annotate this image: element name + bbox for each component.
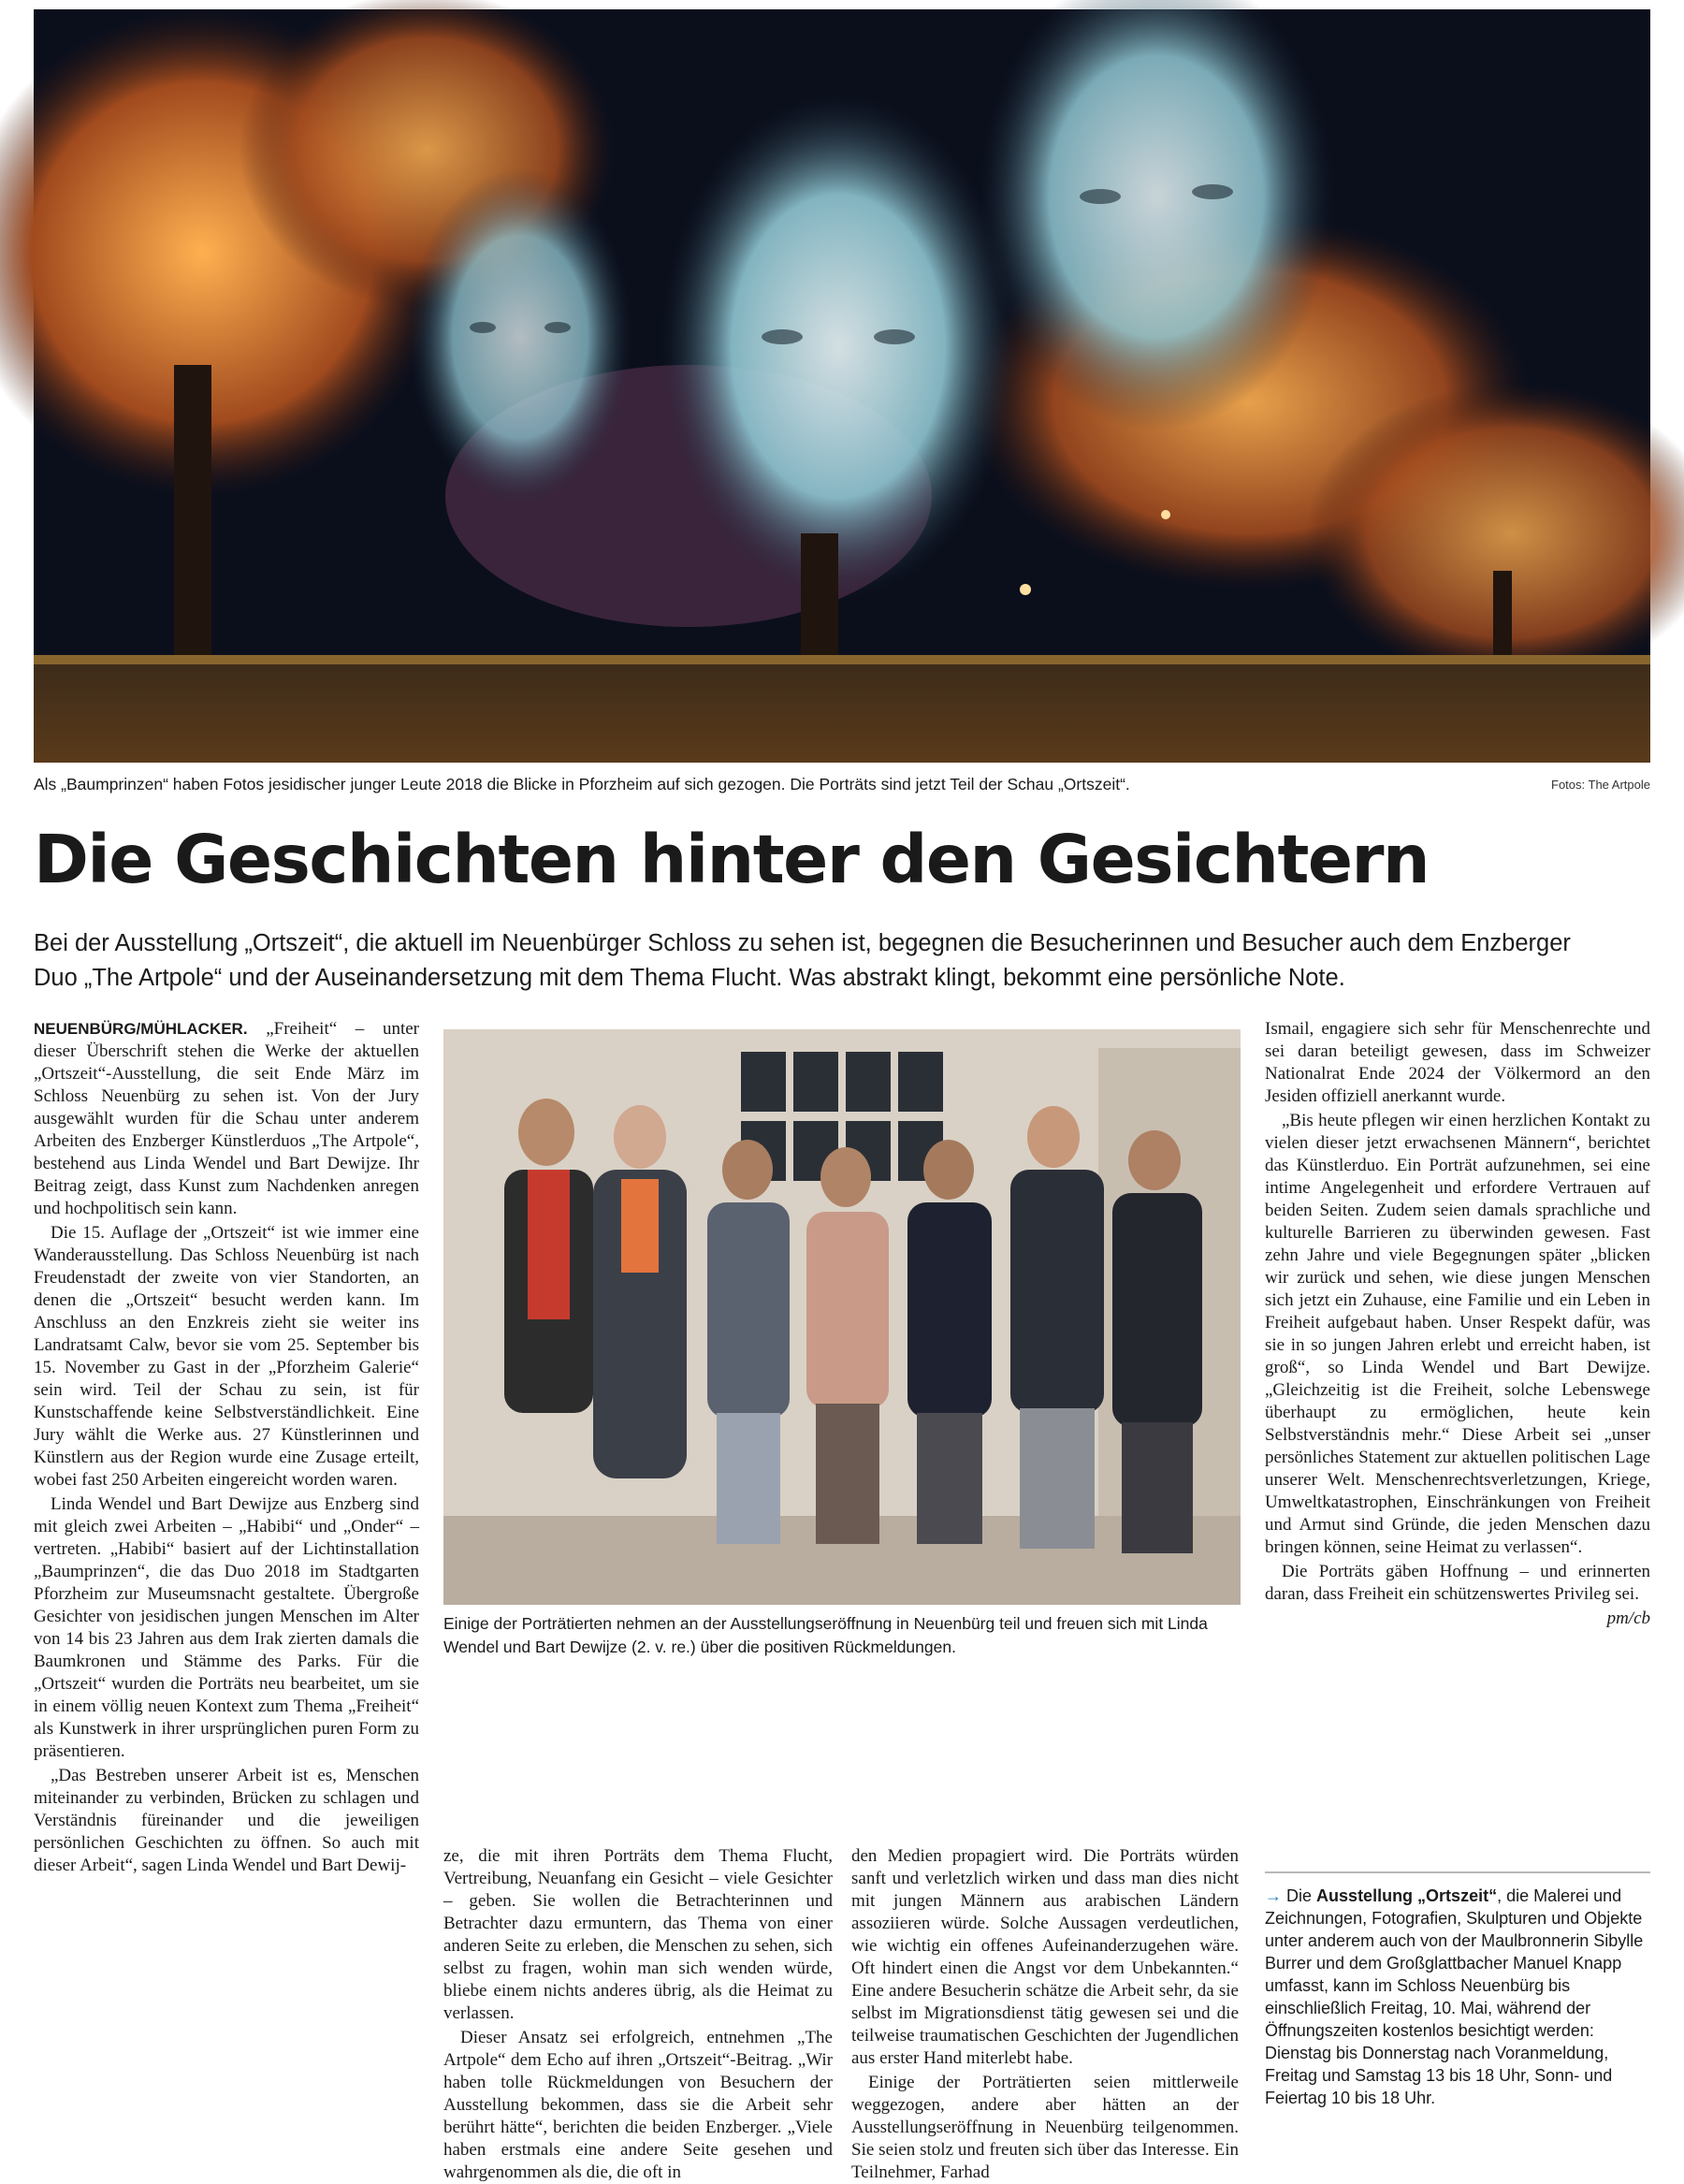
article-paragraph: Linda Wendel und Bart Dewijze aus Enzberg sind mit gleich zwei Arbeiten – „Habibi“ und „Onder“ – vertreten. „Habibi“ basiert auf der Lichtinstallation „Baumprinzen“, die das Duo 2018 im Stadtgarten Pforzheim zur Museumsnacht gestaltete. Übergroße Gesichter von jesidischen jungen Menschen im Alter von 14 bis 23 Jahren aus dem Irak zierten damals die Baumkronen und Stämme des Parks. Für die „Ortszeit“ wurden die Porträts neu bearbeitet, um sie in einem völlig neuen Kontext zum Thema „Freiheit“ als Kunstwerk in ihrer ursprünglichen puren Form zu präsentieren. [34,1494,419,1761]
info-intro: Die [1286,1886,1313,1905]
article-column-2 [443,1845,833,2182]
hero-caption-row [34,775,1650,803]
article-paragraph: „Bis heute pflegen wir einen herzlichen Kontakt zu vielen dieser jetzt erwachsenen Männern“, berichtet das Künstlerduo. Ein Porträt aufzunehmen, sei eine intime Angelegenheit und erfordere Vertrauen auf beiden Seiten. Zudem seien damals sprachliche und kulturelle Barrieren zu überwinden gewesen. Fast zehn Jahre und viele Begegnungen später „blicken wir zurück und sehen, wie diese jungen Menschen sich jetzt ein Zuhause, eine Familie und ein Leben in Freiheit aufgebaut haben. Unser Respekt dafür, was sie in so jungen Jahren erlebt und erreicht haben, ist groß“, so Linda Wendel und Bart Dewijze. „Gleichzeitig ist die Freiheit, solche Lebenswege überhaupt zu ermöglichen, heute kein Selbstverständnis mehr.“ Diese Arbeit sei „unser persönliches Statement zur aktuellen politischen Lage unserer Welt. Menschenrechtsverletzungen, Kriege, Umweltkatastrophen, Einschränkungen von Freiheit und Armut sind Gründe, die jeden Menschen dazu bringen können, seine Heimat zu verlassen“. [1265,1111,1650,1557]
photo-credit: Fotos: The Artpole [1551,778,1650,792]
lead-paragraph: Bei der Ausstellung „Ortszeit“, die aktuell im Neuenbürger Schloss zu sehen ist, begegnen die Besucherinnen und Besucher auch dem Enzberger Duo „The Artpole“ und der Auseinandersetzung mit dem Thema Flucht. Was abstrakt klingt, bekommt eine persönliche Note. [34,930,1571,991]
group-photo-illustration [443,1029,1241,1605]
article-paragraph: ze, die mit ihren Porträts dem Thema Flucht, Vertreibung, Neuanfang ein Gesicht – viele Gesichter – geben. Sie wollen die Betrachterinnen und Betrachter dazu ermuntern, das Thema von einer anderen Seite zu erleben, die Menschen zu sehen, sich selbst zu fragen, wohin man sich wenden würde, bliebe einem nichts anderes übrig, als die Heimat zu verlassen. [443,1846,833,2023]
paragraph-text: „Freiheit“ – unter dieser Überschrift stehen die Werke der aktuellen „Ortszeit“-Ausstellung, die seit Ende März im Schloss Neuenbürg zu sehen ist. Von der Jury ausgewählt wurden für die Schau unter anderem Arbeiten des Enzberger Künstlerduos „The Artpole“, bestehend aus Linda Wendel und Bart Dewijze. Ihr Beitrag zeigt, dass Kunst zum Nachdenken anregen und hochpolitisch sein kann. [34,1019,419,1218]
info-highlight: Ausstellung „Ortszeit“ [1316,1886,1498,1905]
article-paragraph: Die 15. Auflage der „Ortszeit“ ist wie immer eine Wanderausstellung. Das Schloss Neuenbürg ist nach Freudenstadt der zweite von vier Standorten, an denen die „Ortszeit“ besucht werden kann. Im Anschluss an den Enzkreis zieht sie weiter ins Landratsamt Calw, bevor sie vom 25. September bis 15. November zu Gast in der „Pforzheim Galerie“ sein wird. Teil der Schau zu sein, ist für Kunstschaffende keine Selbstverständlichkeit. Eine Jury wählt die Werke aus. 27 Künstlerinnen und Künstlern aus der Region wurde eine Zusage erteilt, wobei fast 250 Arbeiten eingereicht worden waren. [34,1223,419,1490]
hero-caption: Als „Baumprinzen“ haben Fotos jesidischer junger Leute 2018 die Blicke in Pforzheim auf sich gezogen. Die Porträts sind jetzt Teil der Schau „Ortszeit“. [34,775,1130,794]
arrow-icon: → [1265,1886,1282,1905]
dateline: NEUENBÜRG/MÜHLACKER. [34,1020,248,1038]
group-photo-caption: Einige der Porträtierten nehmen an der Ausstellungseröffnung in Neuenbürg teil und freuen sich mit Linda Wendel und Bart Dewijze (2. v. re.) über die positiven Rückmeldungen. [443,1614,1208,1656]
article-column-3 [851,1845,1239,2182]
article-paragraph [34,1018,419,1220]
hero-photo-illustration [34,9,1650,763]
hero-photo [34,9,1650,763]
headline: Die Geschichten hinter den Gesichtern [34,821,1430,898]
exhibition-info-box [1265,1871,1650,2109]
article-paragraph: Ismail, engagiere sich sehr für Menschenrechte und sei daran beteiligt gewesen, dass im Schweizer Nationalrat Ende 2024 der Völkermord an den Jesiden offiziell anerkannt wurde. [1265,1019,1650,1106]
article-column-1 [34,1018,419,2122]
article-paragraph: Einige der Porträtierten seien mittlerweile weggezogen, andere aber hätten an der Ausstellungseröffnung in Neuenbürg teilgenommen. Sie seien stolz und freuten sich über das Interesse. Ein Teilnehmer, Farhad [851,2073,1239,2182]
article-paragraph: Die Porträts gäben Hoffnung – und erinnerten daran, dass Freiheit ein schützenswertes Privileg sei. [1265,1562,1650,1604]
article-paragraph: Dieser Ansatz sei erfolgreich, entnehmen „The Artpole“ dem Echo auf ihren „Ortszeit“-Beitrag. „Wir haben tolle Rückmeldungen von Besuchern der Ausstellung bekommen, dass sie die Arbeit sehr berührt hätte“, berichten die beiden Enzberger. „Viele haben erstmals eine andere Seite gesehen und wahrgenommen als die, die oft in [443,2028,833,2182]
info-text: , die Malerei und Zeichnungen, Fotografien, Skulpturen und Objekte unter anderem auch von der Maulbronnerin Sibylle Burrer und dem Großglattbacher Manuel Knapp umfasst, kann im Schloss Neuenbürg bis einschließlich Freitag, 10. Mai, während der Öffnungszeiten kostenlos besichtigt werden: Dienstag bis Donnerstag nach Voranmeldung, Freitag und Samstag 13 bis 18 Uhr, Sonn- und Feiertag 10 bis 18 Uhr. [1265,1886,1644,2107]
group-photo [443,1029,1241,1605]
article-paragraph: den Medien propagiert wird. Die Porträts würden sanft und verletzlich wirken und dass man dies nicht mit jungen Männern aus arabischen Ländern assoziieren würde. Solche Aussagen verdeutlichen, wie wichtig ein offenes Aufeinanderzugehen wäre. Oft hindert einen die Angst vor dem Unbekannten.“ Eine andere Besucherin schätze die Arbeit sehr, da sie selbst im Migrationsdienst tätig gewesen sei und die teilweise traumatischen Geschichten der Jugendlichen aus erster Hand miterlebt habe. [851,1846,1239,2068]
article-paragraph: „Das Bestreben unserer Arbeit ist es, Menschen miteinander zu verbinden, Brücken zu schlagen und Verständnis füreinander und die jeweiligen persönlichen Geschichten zu öffnen. So auch mit dieser Arbeit“, sagen Linda Wendel und Bart Dewij- [34,1766,419,1875]
author-signature: pm/cb [1606,1609,1650,1628]
